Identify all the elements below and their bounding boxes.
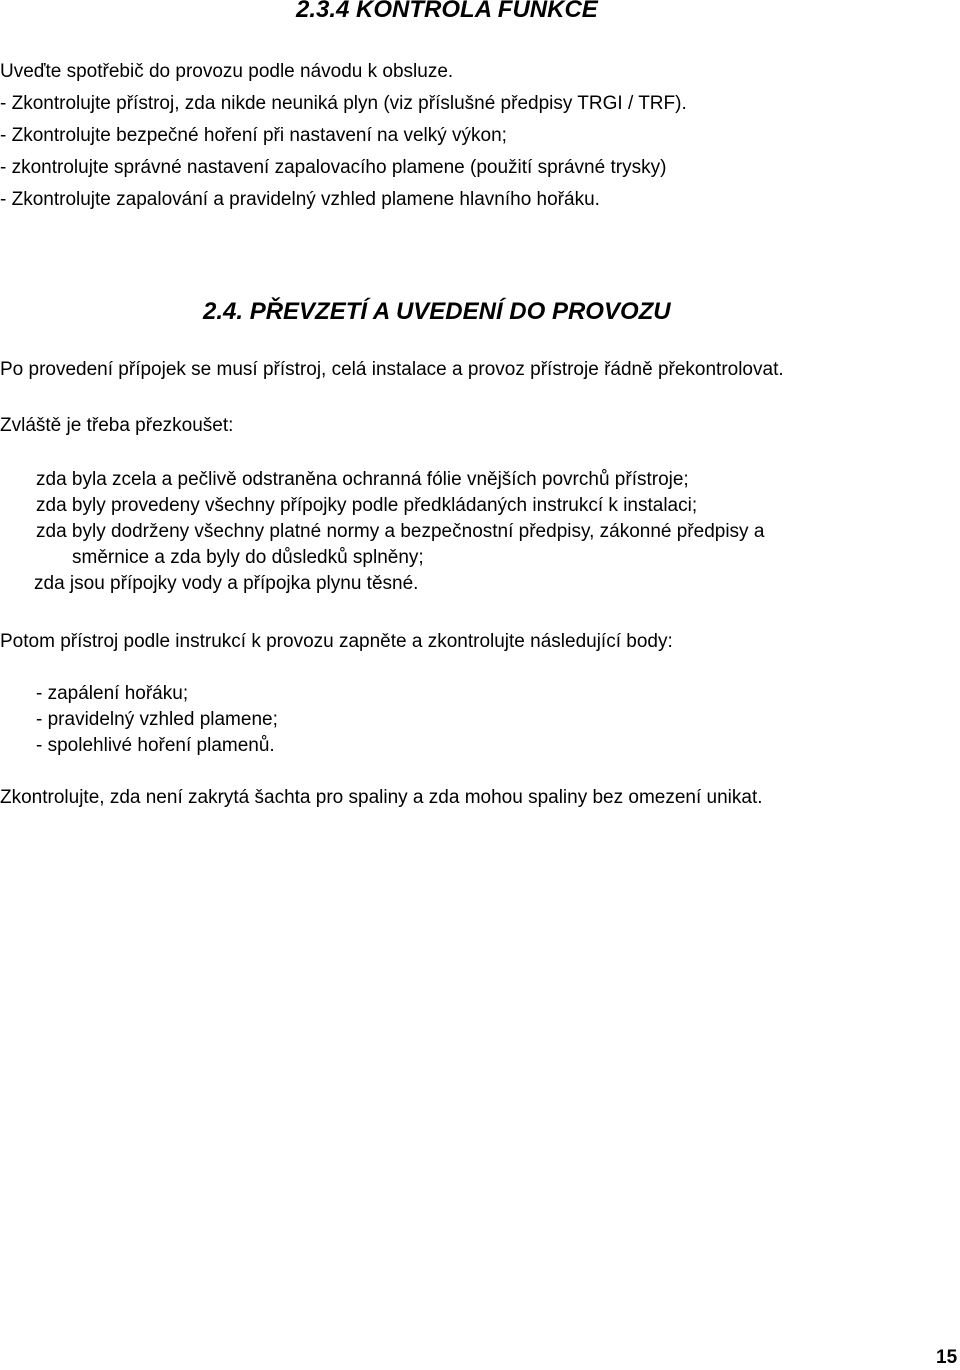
text-line: Uveďte spotřebič do provozu podle návodu k obsluze. <box>0 61 454 82</box>
text-line: - Zkontrolujte bezpečné hoření při nastavení na velký výkon; <box>0 125 507 146</box>
check-item: zda byly provedeny všechny přípojky podle předkládaných instrukcí k instalaci; <box>36 495 698 516</box>
text-line: - Zkontrolujte zapalování a pravidelný vzhled plamene hlavního hořáku. <box>0 189 600 210</box>
startup-intro: Potom přístroj podle instrukcí k provozu zapněte a zkontrolujte následující body: <box>0 631 673 652</box>
startup-point: - pravidelný vzhled plamene; <box>36 709 278 730</box>
check-item-continuation: směrnice a zda byly do důsledků splněny; <box>72 547 424 568</box>
startup-point: - zapálení hořáku; <box>36 683 189 704</box>
check-item: zda byly dodrženy všechny platné normy a bezpečnostní předpisy, zákonné předpisy a <box>36 521 765 542</box>
page-number: 15 <box>936 1347 958 1368</box>
startup-point: - spolehlivé hoření plamenů. <box>36 735 275 756</box>
text-line: - zkontrolujte správné nastavení zapalovacího plamene (použití správné trysky) <box>0 157 667 178</box>
check-item: zda jsou přípojky vody a přípojka plynu těsné. <box>34 573 419 594</box>
check-title: Zvláště je třeba přezkoušet: <box>0 415 234 436</box>
section-heading-prevzeti: 2.4. PŘEVZETÍ A UVEDENÍ DO PROVOZU <box>203 298 671 325</box>
check-item: zda byla zcela a pečlivě odstraněna ochranná fólie vnějších povrchů přístroje; <box>36 469 689 490</box>
final-note: Zkontrolujte, zda není zakrytá šachta pro spaliny a zda mohou spaliny bez omezení unikat. <box>0 787 763 808</box>
text-line: - Zkontrolujte přístroj, zda nikde neuniká plyn (viz příslušné předpisy TRGI / TRF). <box>0 93 687 114</box>
section-heading-kontrola-funkce: 2.3.4 KONTROLA FUNKCE <box>296 0 598 23</box>
intro-paragraph: Po provedení přípojek se musí přístroj, celá instalace a provoz přístroje řádně překontrolovat. <box>0 359 784 380</box>
